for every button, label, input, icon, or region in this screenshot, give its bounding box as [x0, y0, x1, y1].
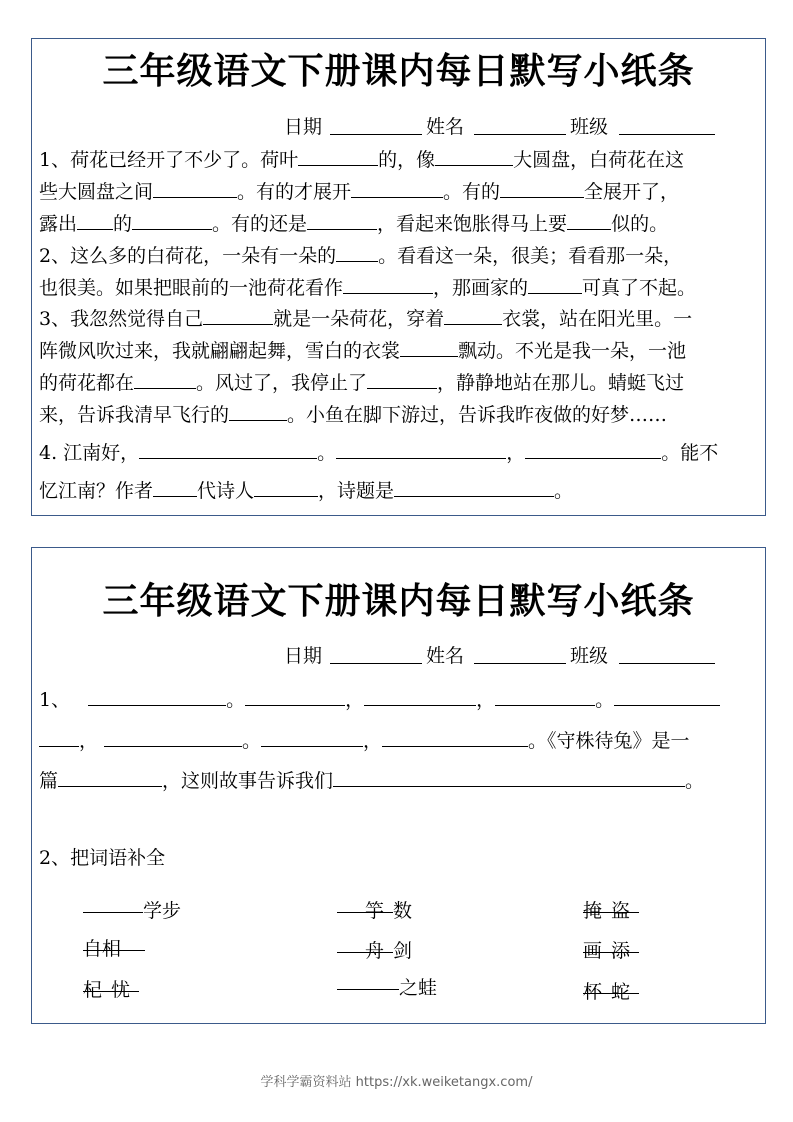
date-label: 日期	[284, 645, 323, 667]
text-segment: ，看起来饱胀得马上要	[377, 213, 568, 235]
text-line	[39, 342, 686, 361]
fill-blank[interactable]	[336, 260, 378, 262]
text-segment: ，	[345, 689, 365, 711]
fill-blank[interactable]	[400, 355, 458, 357]
fill-blank[interactable]	[77, 228, 113, 230]
name-label: 姓名	[426, 645, 465, 667]
text-segment: ，	[79, 730, 99, 752]
fill-blank[interactable]	[139, 457, 317, 459]
fill-blank[interactable]	[364, 704, 476, 706]
text-segment: 似的。	[611, 213, 669, 235]
fill-blank[interactable]	[394, 495, 554, 497]
text-segment: 。看看这一朵，很美；看看那一朵，	[378, 245, 683, 267]
text-segment: 。	[317, 442, 337, 464]
word-text: 剑	[393, 940, 413, 962]
fill-blank[interactable]	[525, 457, 661, 459]
fill-blank[interactable]	[229, 419, 287, 421]
text-segment: 。	[226, 689, 246, 711]
text-segment: 忆江南？作者	[39, 480, 154, 502]
text-segment: ，那画家的	[433, 277, 529, 299]
fill-blank[interactable]	[500, 196, 584, 198]
name-blank[interactable]	[474, 133, 566, 135]
word-item	[337, 936, 413, 962]
name-blank[interactable]	[474, 662, 566, 664]
word-item	[583, 936, 639, 962]
fill-blank[interactable]	[153, 495, 197, 497]
word-text: 数	[393, 900, 413, 922]
text-segment: ，这则故事告诉我们	[162, 770, 334, 792]
fill-blank[interactable]	[614, 704, 720, 706]
word-item	[83, 934, 145, 960]
text-segment: 就是一朵荷花，穿着	[273, 308, 445, 330]
text-segment: 可真了不起。	[582, 277, 697, 299]
fill-blank[interactable]	[337, 988, 399, 990]
text-segment: ，诗题是	[318, 480, 395, 502]
word-item	[337, 896, 413, 922]
fill-blank[interactable]	[153, 196, 237, 198]
class-label: 班级	[570, 645, 609, 667]
text-segment: ，	[363, 730, 383, 752]
fill-blank[interactable]	[528, 292, 582, 294]
text-line	[39, 279, 696, 298]
text-line	[39, 247, 682, 266]
text-segment: 。	[242, 730, 262, 752]
fill-blank[interactable]	[88, 704, 226, 706]
card-title: 三年级语文下册课内每日默写小纸条	[102, 580, 695, 622]
text-segment: 。小鱼在脚下游过，告诉我昨夜做的好梦……	[287, 404, 668, 426]
fill-blank[interactable]	[132, 228, 212, 230]
text-line	[39, 406, 667, 425]
text-line	[39, 691, 720, 710]
fill-blank[interactable]	[39, 745, 79, 747]
fill-blank[interactable]	[333, 785, 685, 787]
text-segment: 。	[554, 480, 574, 502]
fill-blank[interactable]	[261, 745, 363, 747]
text-segment: 代诗人	[197, 480, 255, 502]
word-item	[83, 975, 139, 1001]
word-text: 掩	[583, 900, 603, 922]
class-label: 班级	[570, 116, 609, 138]
text-line	[39, 215, 668, 234]
fill-blank[interactable]	[337, 911, 365, 913]
word-text: 忧	[111, 979, 131, 1001]
word-text: 盗	[611, 900, 631, 922]
text-segment: 。有的	[443, 181, 501, 203]
fill-blank[interactable]	[298, 164, 378, 166]
text-line	[39, 183, 679, 202]
fill-blank[interactable]	[245, 704, 345, 706]
word-item	[583, 896, 639, 922]
fill-blank[interactable]	[382, 745, 528, 747]
name-label: 姓名	[426, 116, 465, 138]
word-item	[83, 896, 182, 922]
text-segment: 。	[685, 770, 705, 792]
text-segment: 飘动。不光是我一朵，一池	[458, 340, 687, 362]
text-segment: 的	[113, 213, 133, 235]
fill-blank[interactable]	[203, 323, 273, 325]
fill-blank[interactable]	[343, 292, 433, 294]
word-text: 画	[583, 940, 603, 962]
fill-blank[interactable]	[567, 228, 611, 230]
fill-blank[interactable]	[104, 745, 242, 747]
text-segment: 。能不	[661, 442, 719, 464]
fill-blank[interactable]	[435, 164, 513, 166]
word-text: 杯	[583, 981, 603, 1003]
text-segment: 的荷花都在	[39, 372, 135, 394]
text-line	[39, 151, 684, 170]
card-title: 三年级语文下册课内每日默写小纸条	[102, 50, 695, 92]
text-segment: 2、这么多的白荷花，一朵有一朵的	[39, 245, 337, 267]
dictation-card-1	[31, 38, 766, 516]
text-segment: 衣裳，站在阳光里。一	[502, 308, 693, 330]
text-segment: 。《守株待兔》是一	[528, 730, 690, 752]
text-segment: 来，告诉我清早飞行的	[39, 404, 230, 426]
fill-blank[interactable]	[134, 387, 196, 389]
text-segment: 1、	[39, 689, 71, 711]
section-heading: 2、把词语补全	[39, 847, 166, 869]
date-label: 日期	[284, 116, 323, 138]
word-text: 添	[611, 940, 631, 962]
class-blank[interactable]	[619, 133, 715, 135]
text-segment: ，	[506, 442, 526, 464]
text-segment: ，	[476, 689, 496, 711]
fill-blank[interactable]	[307, 228, 377, 230]
fill-blank[interactable]	[351, 196, 443, 198]
text-segment: 全展开了，	[584, 181, 680, 203]
text-line	[39, 310, 692, 329]
text-line	[39, 732, 690, 751]
fill-blank[interactable]	[367, 387, 437, 389]
fill-blank[interactable]	[336, 457, 506, 459]
fill-blank[interactable]	[254, 495, 318, 497]
dictation-card-2	[31, 547, 766, 1024]
text-segment: 阵微风吹过来，我就翩翩起舞，雪白的衣裳	[39, 340, 401, 362]
word-text: 之蛙	[399, 977, 438, 999]
word-text: 杞	[83, 979, 103, 1001]
text-line	[39, 444, 718, 463]
word-text: 竽	[365, 900, 385, 922]
date-blank[interactable]	[330, 662, 422, 664]
text-segment: 露出	[39, 213, 78, 235]
text-line	[39, 482, 573, 501]
date-blank[interactable]	[330, 133, 422, 135]
text-segment: 。有的还是	[212, 213, 308, 235]
text-segment: 也很美。如果把眼前的一池荷花看作	[39, 277, 344, 299]
class-blank[interactable]	[619, 662, 715, 664]
fill-blank[interactable]	[495, 704, 595, 706]
word-item	[583, 977, 639, 1003]
fill-blank[interactable]	[83, 911, 143, 913]
word-item	[337, 973, 438, 999]
text-segment: 3、我忽然觉得自己	[39, 308, 204, 330]
word-text: 学步	[143, 900, 182, 922]
text-segment: 。有的才展开	[237, 181, 352, 203]
text-segment: 。	[595, 689, 615, 711]
text-segment: 篇	[39, 770, 59, 792]
text-segment: 大圆盘，白荷花在这	[513, 149, 685, 171]
text-segment: 。风过了，我停止了	[196, 372, 368, 394]
fill-blank[interactable]	[444, 323, 502, 325]
fill-blank[interactable]	[337, 951, 365, 953]
fill-blank[interactable]	[58, 785, 162, 787]
word-text: 舟	[365, 940, 385, 962]
word-text: 自相	[83, 938, 122, 960]
text-segment: 1、荷花已经开了不少了。荷叶	[39, 149, 299, 171]
text-segment: 4. 江南好，	[39, 442, 140, 464]
text-line	[39, 374, 684, 393]
text-line	[39, 772, 704, 791]
footer-watermark: 学科学霸资料站 https://xk.weiketangx.com/	[260, 1075, 533, 1090]
word-text: 蛇	[611, 981, 631, 1003]
text-segment: 的，像	[378, 149, 436, 171]
text-segment: 些大圆盘之间	[39, 181, 154, 203]
text-segment: ，静静地站在那儿。蜻蜓飞过	[437, 372, 685, 394]
